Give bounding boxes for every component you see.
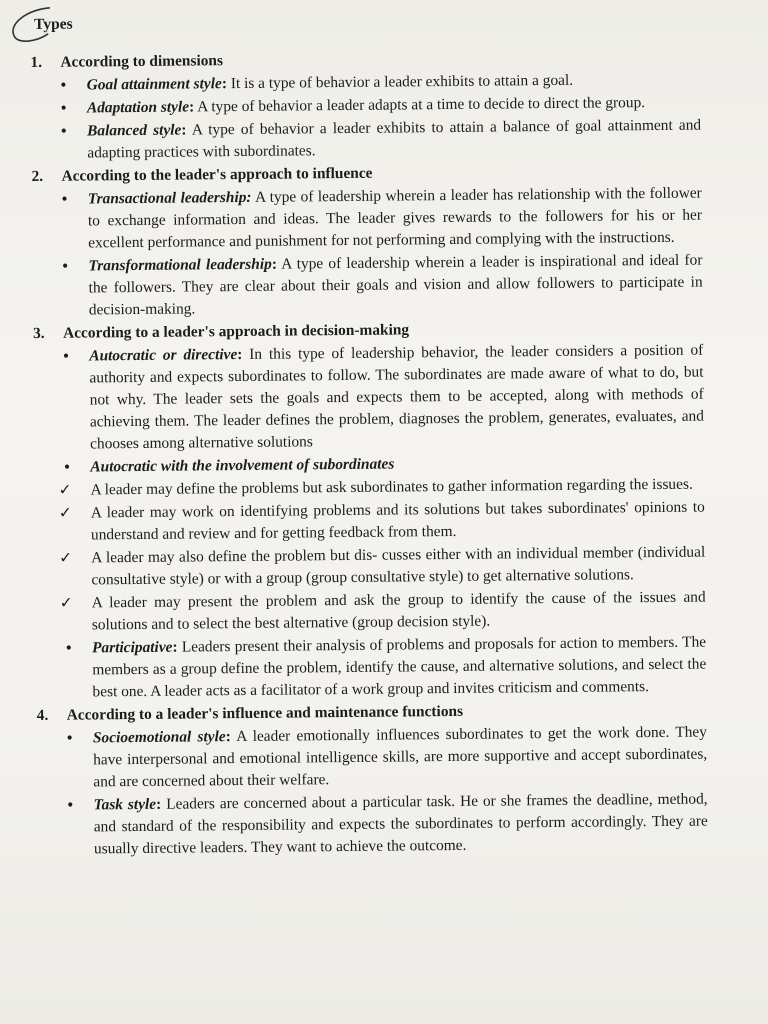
item-term: Socioemotional style	[92, 728, 226, 747]
checklist-item	[36, 587, 706, 637]
bullet-icon: •	[66, 729, 73, 747]
section-title-text: According to dimensions	[60, 52, 224, 71]
sections-container	[30, 46, 708, 861]
bullet-icon: •	[64, 458, 70, 476]
bullet-icon: •	[61, 122, 67, 140]
check-mark-icon: ✓	[58, 504, 72, 522]
bullet-item	[32, 183, 703, 255]
section-title-text: According to a leader's approach in decision-making	[62, 321, 410, 342]
item-term: Participative	[92, 638, 173, 657]
item-term-separator: :	[225, 728, 231, 746]
bullet-item	[31, 115, 701, 165]
item-term: Autocratic or directive	[89, 346, 238, 365]
item-text: A leader may also define the problem but dis- cusses either with an individual member (individual consultative style) or with a group (group consultative style) to get alternative solutions.	[91, 543, 706, 589]
bullet-icon: •	[63, 347, 69, 365]
item-text: A leader emotionally influences subordinates to get the work done. They have interpersonal and emotional intelligence skills, are more supportive and accept subordinates, and are concerned about their welfare.	[93, 723, 708, 791]
checklist-item	[35, 497, 705, 547]
item-term: Autocratic with the involvement of subordinates	[90, 455, 395, 476]
item-text: A leader may define the problems but ask subordinates to gather information regarding the issues.	[90, 475, 693, 499]
section-title-text: According to the leader's approach to influence	[61, 164, 373, 185]
item-text: In this type of leadership behavior, the leader considers a position of authority and expects subordinates to follow. The subordinates are made aware of what to do, but not why. The leader sets the goals and expects them to be accepted, along with methods of achieving them. The leader defines the problem, diagnoses the problem, generates, evaluates, and chooses among alternative solutions	[89, 341, 704, 453]
bullet-item	[37, 789, 708, 861]
item-term: Balanced style	[87, 121, 182, 140]
bullet-item	[33, 340, 704, 456]
item-text: A type of behavior a leader exhibits to attain a balance of goal attainment and adapting practices with subordinates.	[87, 116, 702, 162]
bullet-item	[37, 722, 708, 794]
item-term-separator: :	[271, 255, 277, 273]
item-text: It is a type of behavior a leader exhibits to attain a goal.	[226, 71, 574, 93]
bullet-icon: •	[61, 190, 68, 208]
bullet-icon: •	[62, 257, 68, 275]
item-text: A type of leadership wherein a leader has relationship with the follower to exchange information and ideas. The leader gives rewards to the followers for his or her excellent performance and punishment for not performing and complying with the instructions.	[87, 184, 703, 252]
item-term-separator: :	[156, 795, 162, 813]
item-text: Leaders present their analysis of problems and proposals for action to members. The members as a group define the problem, identify the cause, and alternative solutions, and select the best one. A leader acts as a facilitator of a work group and invites criticism and comments.	[92, 633, 707, 701]
section-item-list	[37, 722, 708, 861]
section-number: 3.	[32, 324, 45, 342]
item-text: A leader may work on identifying problems and its solutions but takes subordinates' opinions to understand and review and for getting feedback from them.	[90, 498, 705, 544]
section-item-list	[31, 69, 702, 165]
check-mark-icon: ✓	[59, 594, 73, 612]
section-number: 2.	[31, 167, 44, 185]
section-item-list	[33, 340, 706, 704]
item-term: Goal attainment style	[86, 75, 222, 94]
bullet-icon: •	[60, 99, 67, 117]
item-text: A type of behavior a leader adapts at a time to decide to direct the group.	[194, 94, 646, 116]
item-term: Transformational leadership	[88, 255, 272, 275]
item-term-separator: :	[189, 98, 195, 116]
bullet-icon: •	[67, 796, 74, 814]
bullet-item	[32, 250, 703, 322]
item-term: Task style	[93, 795, 157, 814]
item-text: A leader may present the problem and ask the group to identify the cause of the issues and solutions and to select the best alternative (group decision style).	[91, 588, 706, 634]
section-number: 1.	[30, 53, 43, 71]
item-term: Adaptation style	[86, 98, 190, 117]
section-number: 4.	[36, 706, 49, 724]
item-term-separator: :	[172, 638, 178, 656]
section-heading	[34, 8, 700, 36]
item-text: A type of leadership wherein a leader is inspirational and ideal for the followers. They are clear about their goals and vision and allow followers to participate in decision-making.	[88, 251, 703, 319]
heading-text: Types	[34, 15, 73, 33]
item-term-separator: :	[221, 75, 228, 93]
bullet-icon: •	[66, 639, 72, 657]
document-body	[30, 8, 708, 862]
item-term-separator: :	[181, 121, 187, 139]
section-title-text: According to a leader's influence and maintenance functions	[66, 702, 464, 724]
check-mark-icon: ✓	[58, 481, 72, 499]
checklist-item	[35, 542, 705, 592]
bullet-item	[36, 632, 707, 704]
handwritten-swoosh-mark	[6, 3, 86, 48]
check-mark-icon: ✓	[59, 549, 73, 567]
bullet-icon: •	[60, 76, 67, 94]
item-term-separator: :	[237, 345, 243, 364]
item-text: Leaders are concerned about a particular task. He or she frames the deadline, method, and standard of the responsibility and expects the subordinates to perform accordingly. They are usually directive leaders. They want to achieve the outcome.	[93, 790, 708, 858]
item-term: Transactional leadership:	[87, 188, 252, 208]
section-item-list	[32, 183, 703, 322]
